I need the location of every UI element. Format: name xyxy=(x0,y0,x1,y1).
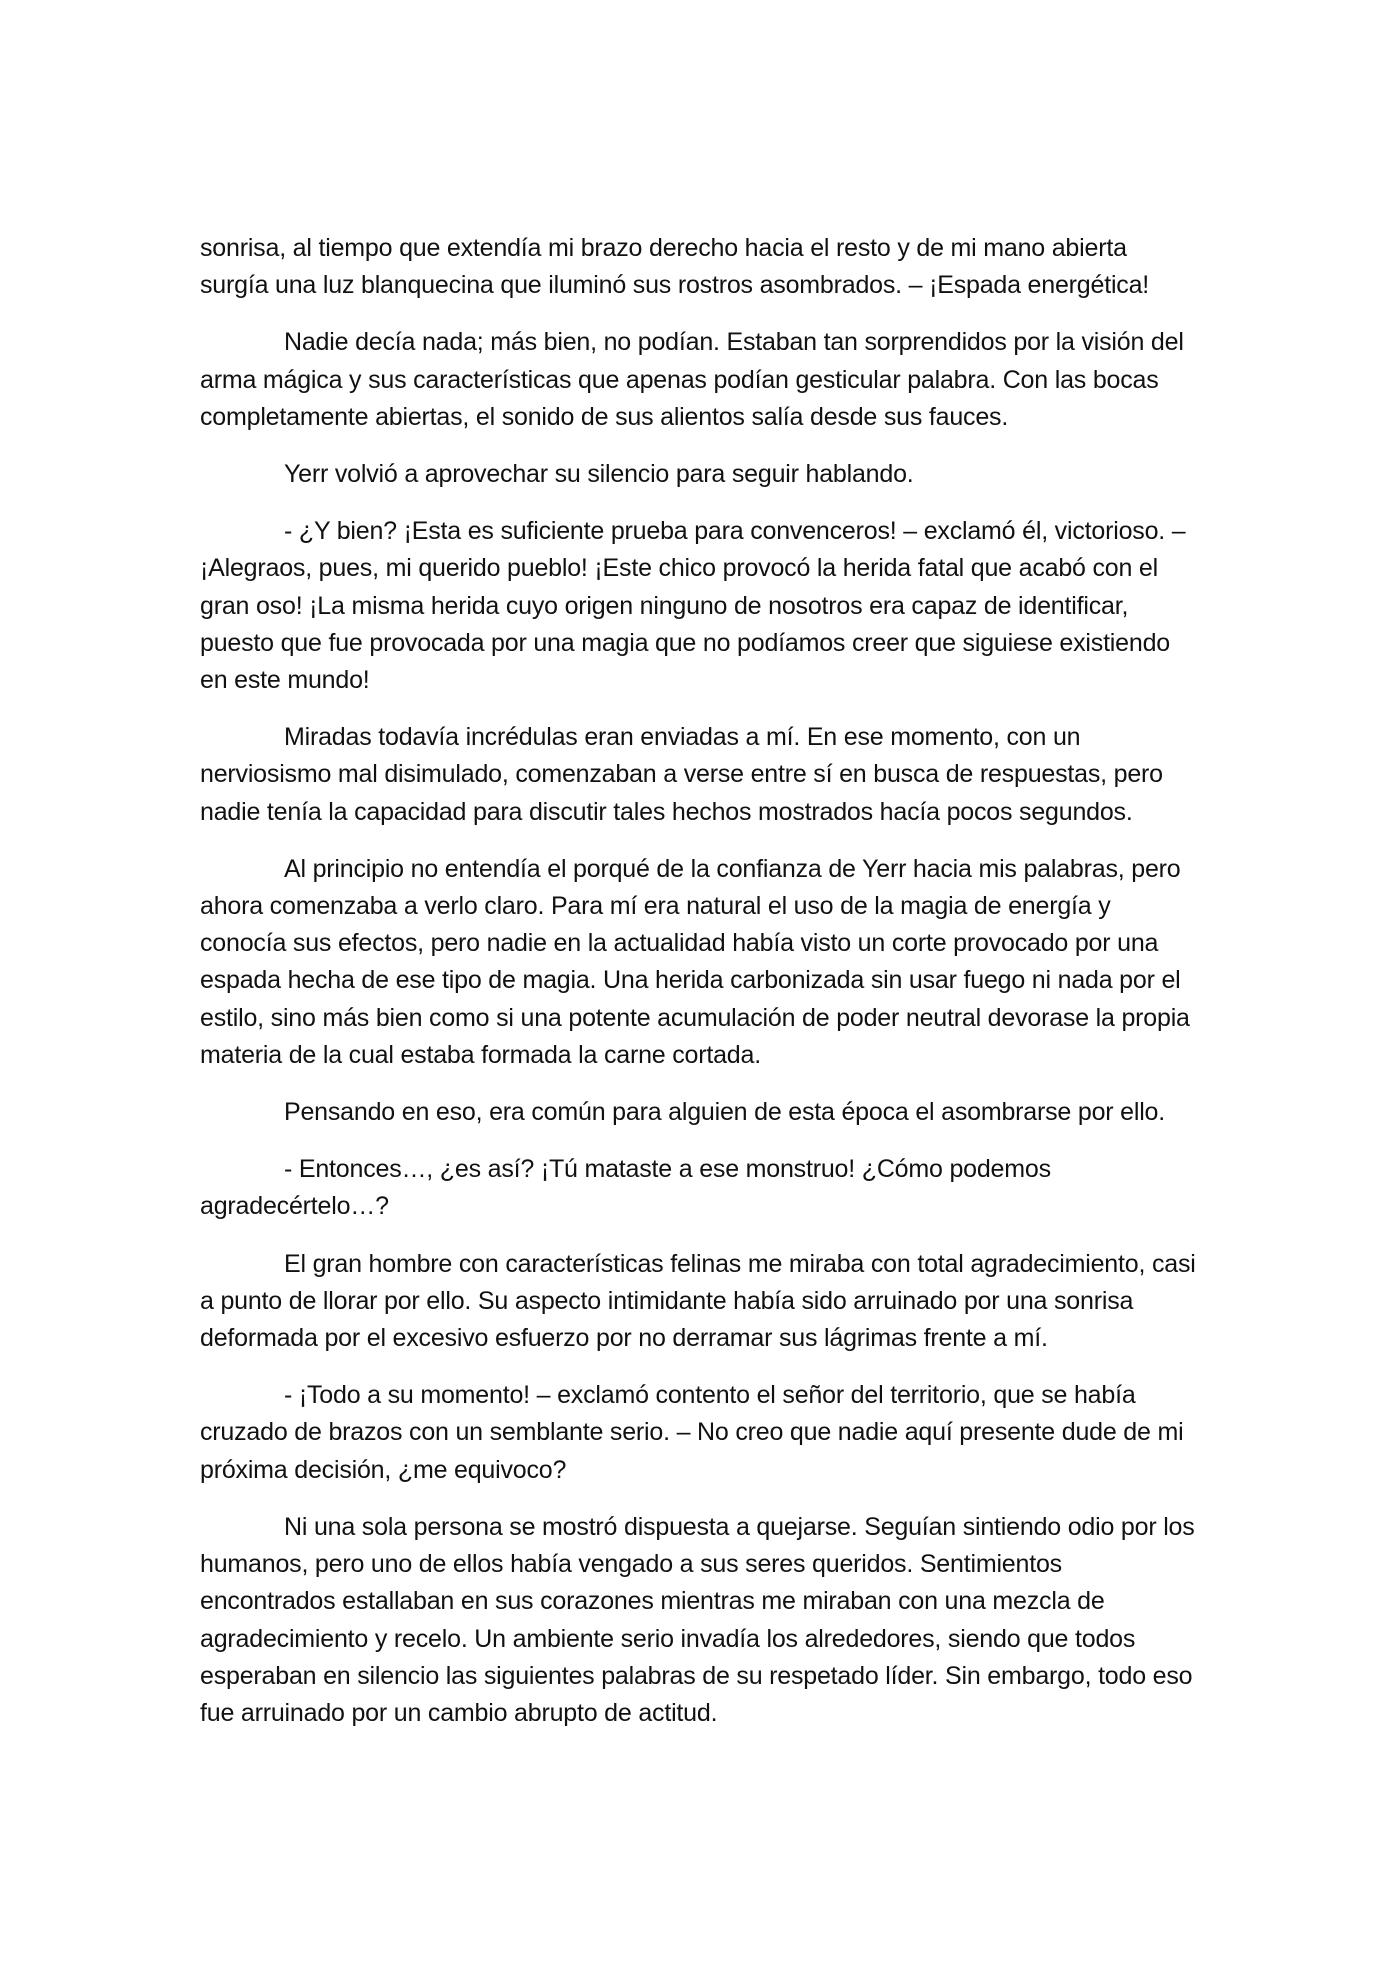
paragraph-2: Nadie decía nada; más bien, no podían. Estaban tan sorprendidos por la visión del arma mágica y sus características que apenas podían gesticular palabra. Con las bocas completamente abiertas, el sonido de sus alientos salía desde sus fauces. xyxy=(200,328,1184,431)
paragraph-4: - ¿Y bien? ¡Esta es suficiente prueba para convenceros! – exclamó él, victorioso. – ¡Alegraos, pues, mi querido pueblo! ¡Este chico provocó la herida fatal que acabó con el gran oso! ¡La misma herida cuyo origen ninguno de nosotros era capaz de identificar, puesto que fue provocada por una magia que no podíamos creer que siguiese existiendo en este mundo! xyxy=(200,517,1186,695)
paragraph-3: Yerr volvió a aprovechar su silencio para seguir hablando. xyxy=(284,460,914,489)
paragraph-1: sonrisa, al tiempo que extendía mi brazo derecho hacia el resto y de mi mano abierta surgía una luz blanquecina que iluminó sus rostros asombrados. – ¡Espada energética! xyxy=(200,234,1150,300)
paragraph-7: Pensando en eso, era común para alguien de esta época el asombrarse por ello. xyxy=(284,1098,1166,1127)
paragraph-6: Al principio no entendía el porqué de la confianza de Yerr hacia mis palabras, pero ahora comenzaba a verlo claro. Para mí era natural el uso de la magia de energía y conocía sus efectos, pero nadie en la actualidad había visto un corte provocado por una espada hecha de ese tipo de magia. Una herida carbonizada sin usar fuego ni nada por el estilo, sino más bien como si una potente acumulación de poder neutral devorase la propia materia de la cual estaba formada la carne cortada. xyxy=(200,854,1190,1069)
paragraph-10: - ¡Todo a su momento! – exclamó contento el señor del territorio, que se había cruzado de brazos con un semblante serio. – No creo que nadie aquí presente dude de mi próxima decisión, ¿me equivoco? xyxy=(200,1381,1184,1484)
paragraph-11: Ni una sola persona se mostró dispuesta a quejarse. Seguían sintiendo odio por los humanos, pero uno de ellos había vengado a sus seres queridos. Sentimientos encontrados estallaban en sus corazones mientras me miraban con una mezcla de agradecimiento y recelo. Un ambiente serio invadía los alrededores, siendo que todos esperaban en silencio las siguientes palabras de su respetado líder. Sin embargo, todo eso fue arruinado por un cambio abrupto de actitud. xyxy=(200,1512,1195,1727)
document-body xyxy=(200,230,1200,1752)
paragraph-8: - Entonces…, ¿es así? ¡Tú mataste a ese monstruo! ¿Cómo podemos agradecértelo…? xyxy=(200,1155,1051,1221)
paragraph-5: Miradas todavía incrédulas eran enviadas a mí. En ese momento, con un nerviosismo mal disimulado, comenzaban a verse entre sí en busca de respuestas, pero nadie tenía la capacidad para discutir tales hechos mostrados hacía pocos segundos. xyxy=(200,723,1163,826)
paragraph-9: El gran hombre con características felinas me miraba con total agradecimiento, casi a punto de llorar por ello. Su aspecto intimidante había sido arruinado por una sonrisa deformada por el excesivo esfuerzo por no derramar sus lágrimas frente a mí. xyxy=(200,1249,1196,1353)
